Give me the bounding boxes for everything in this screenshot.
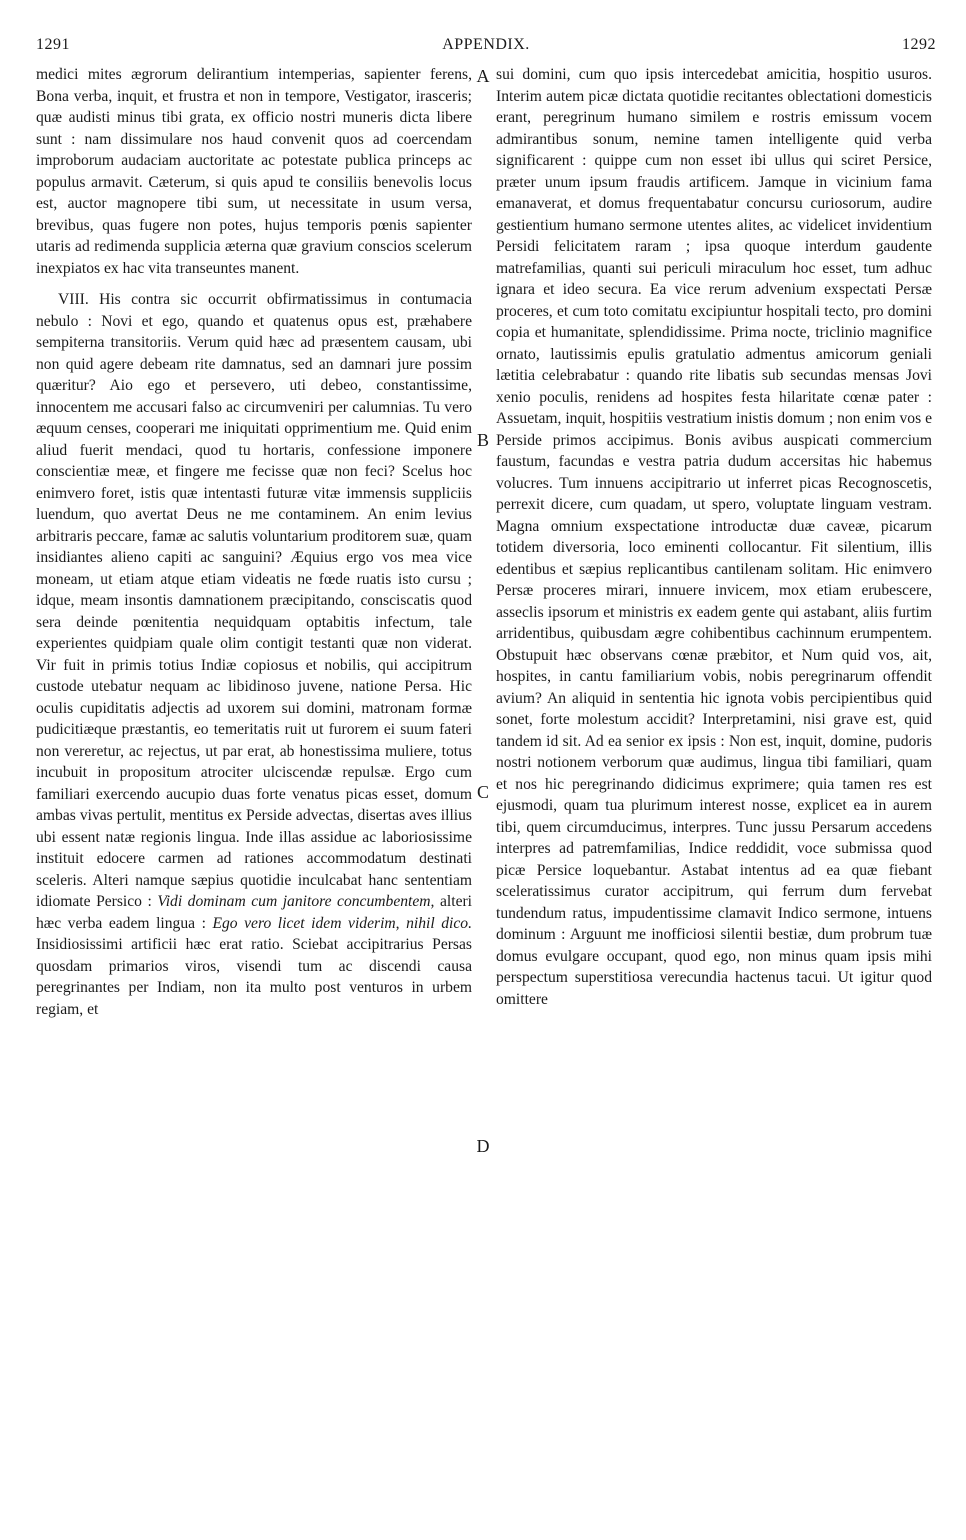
paragraph-left-2-text: VIII. His contra sic occurrit obfirmatissimus in contumacia nebulo : Novi et ego, quando et quatenus opus est, præhabere sempiterna transitoriis. Verum quid hæc ad præsentem causam, ubi non quid agere debeam rite damnatus, sed an damnari jure possim quæritur? Aio ego et persevero, uti debeo, constantissime, innocentem me accusari falso ac circumveniri per calumnias. Tu vero æquum censes, cooperari me iniquitati opprimentium me. Quid enim aliud fuerit mendaci, quod tu hortaris, confessione imponere conscientiæ meæ, et fingere me fecisse quæ non feci? Scelus hoc enimvero foret, istis quæ intentasti futuræ vitæ immensis suppliciis luendum, quo avertat Deus ne me contaminem. An enim levius arbitraris peccare, famæ ac salutis voluntarium proditorem suæ, quam insidiantes alieno capiti ac sanguini? Æquius ergo vos mea vice moneam, ut etiam atque etiam videatis ne fœde ruatis isto cursu ; idque, meam insontis damnationem præcipitando, consciscatis quod sera deinde pœnitentia nequidquam optabitis infectum, tale experientes quidpiam quale olim contigit testanti quæ non viderat. Vir fuit in primis totius Indiæ copiosus et nobilis, qui accipitrum custode utebatur nequam ac libidinoso juvene, natione Persa. Hic oculis cupiditatis adjectis ad uxorem sui domini, matronam formæ pudicitiæque præstantis, eo temeritatis ruit ut furorem ei suum fateri non vereretur, ac rejectus, ut par erat, ab honestissima muliere, totus incubuit in propositum atrociter ulciscendæ repulsæ. Ergo cum familiari exercendo aucupio duas forte venatus picas esset, domum ambas vivas pertulit, mentitus ex Perside advectas, disertas aves illius ubi essent natæ regionis lingua. Inde illas assidue ac laboriosissime instituit edocere carmen ad rationes accommodatum destinati sceleris. Alteri namque sæpius quotidie inculcabat hanc sententiam idiomate Persico : bbox=[36, 291, 472, 910]
quote-two: Ego vero licet idem viderim, nihil dico. bbox=[212, 914, 472, 932]
margin-letter-c: C bbox=[476, 782, 489, 802]
quote-one: Vidi dominam cum janitore concumbentem, bbox=[157, 893, 435, 910]
paragraph-left-1: medici mites ægrorum delirantium intemperias, sapienter ferens, Bona verba, inquit, et frustra et non in tempore, Vestigator, irasceris; quæ audisti minus tibi grata, ex officio nostri muneris dicta libere sunt : nam dissimulare nos haud convenit quos ad coercendam improborum audaciam auctoritate ac potestate publica princeps ac populus armavit. Cæterum, si quis apud te consiliis benevolis locus est, auctor magnopere tibi sum, ut necessitate in usum versa, brevibus, quas fugere non potes, hujus temporis pœnis sapienter utaris ad redimenda supplicia æterna quæ gravium conscios scelerum inexpiatos ex hac vita transeuntes manent. bbox=[36, 66, 472, 277]
running-title: APPENDIX. bbox=[442, 36, 530, 53]
page-number-right: 1292 bbox=[902, 36, 936, 53]
margin-letter-a: A bbox=[476, 66, 490, 86]
left-column bbox=[36, 64, 472, 1020]
paragraph-right-1: sui domini, cum quo ipsis intercedebat amicitia, hospitio usuros. Interim autem picæ dictata quotidie recitantes oblectationi domesticis erant, peregrinum humano similem e rostris emissum vocem admirantibus sonum, nemine tamen intelligente quid verba significarent : quippe cum non esset ibi ullus qui sciret Persice, præter unum ipsum fraudis artificem. Jamque in vicinium fama emanaverat, et domus frequentabatur concursu curiosorum, audire gestientium humano sermone utentes alites, ac videlicet invidentium Persidi felicitatem raram ; ipsa quoque interdum gaudente matrefamilias, quanti sui periculi miraculum hoc esset, tum adhuc ignara et ideo secura. Ea vice rerum advenium exspectati Persæ proceres, et cum toto comitatu excipiuntur hospitali tecto, pro domini copia et humanitate, splendidissime. Prima nocte, triclinio magnifice ornato, lautissimis epulis gratulatio admentus amicorum geniali lætitia celebrabatur : quando rite libatis sub secundas mensas Jovi xenio poculis, renidens ad hospites festa hilaritate cœnæ pater : Assuetam, inquit, hospitiis vestratium inistis domum ; non enim vos e Perside primos accipimus. Bonis avibus auspicati commercium faustum, facundas e vestra patria dudum accersitas hic habemus volucres. Tum innuens accipitrario ut inferret picas Recognoscetis, perrexit dicere, cum quadam, ut spero, voluptate linguam vestram. Magna omnium exspectatione introductæ duæ caveæ, picarum totidem diversoria, loco eminenti collocantur. Fit silentium, illis edentibus et sæpius replicantibus cantilenam solitam. Hic enimvero Persæ proceres mirari, innuere invicem, mox etiam erubescere, asseclis ipsorum et ministris ex eadem gente qui astabant, aliis furtim arridentibus, quibusdam ægre cohibentibus cachinnum erumpentem. Obstupuit hæc observans cœnæ præbitor, et Num quid vos, ait, hospites, in cantu familiarium vobis, nobis peregrinarum offendit avium? An aliquid in sententia hic ignota vobis percipientibus quid sonet, forte molestum accidit? Interpretamini, nisi grave est, quid tandem id sit. Ad ea senior ex ipsis : Non est, inquit, domine, pudoris nostri notionem verborum quæ audimus, lingua tibi familiari, quam et nos hic peregrinando didicimus exprimere; quia tamen res est ejusmodi, quam tua plurimum interest nosse, explicet ea in aurem tibi, quem circumducimus, interpres. Tunc jussu Persarum accedens interpres ad patremfamilias, Indice reddidit, voce submissa quod picæ Persice loquebantur. Astabat intentus ad ea quæ fiebant sceleratissimus curator accipitrum, qui ferrum dum fervebat tundendum ratus, impudentissime clamavit Indico sermone, intuens dominum : Arguunt me inofficiosi silentii bestiæ, dum probrum tuæ domus evulgare occupant, quod ego, non minus quam ipsis mihi perspectum superstitiosa verecundia hactenus tacui. Ut igitur quod omittere bbox=[496, 66, 932, 1008]
paragraph-left-2-end: Insidiosissimi artificii hæc erat ratio. Sciebat accipitrarius Persas quosdam primarios viros, visendi tum ac discendi causa peregrinantes per Indiam, non ita multo post venturos in urbem regiam, et bbox=[36, 936, 472, 1018]
page-header bbox=[36, 30, 936, 60]
page-number-left: 1291 bbox=[36, 36, 70, 53]
paragraph-left-2-continued: alteri hæc verba eadem lingua : bbox=[36, 893, 473, 932]
right-column bbox=[496, 64, 932, 1010]
margin-letter-d: D bbox=[476, 1136, 490, 1156]
paragraph-left-2 bbox=[36, 289, 472, 1020]
margin-letter-b: B bbox=[476, 430, 489, 450]
